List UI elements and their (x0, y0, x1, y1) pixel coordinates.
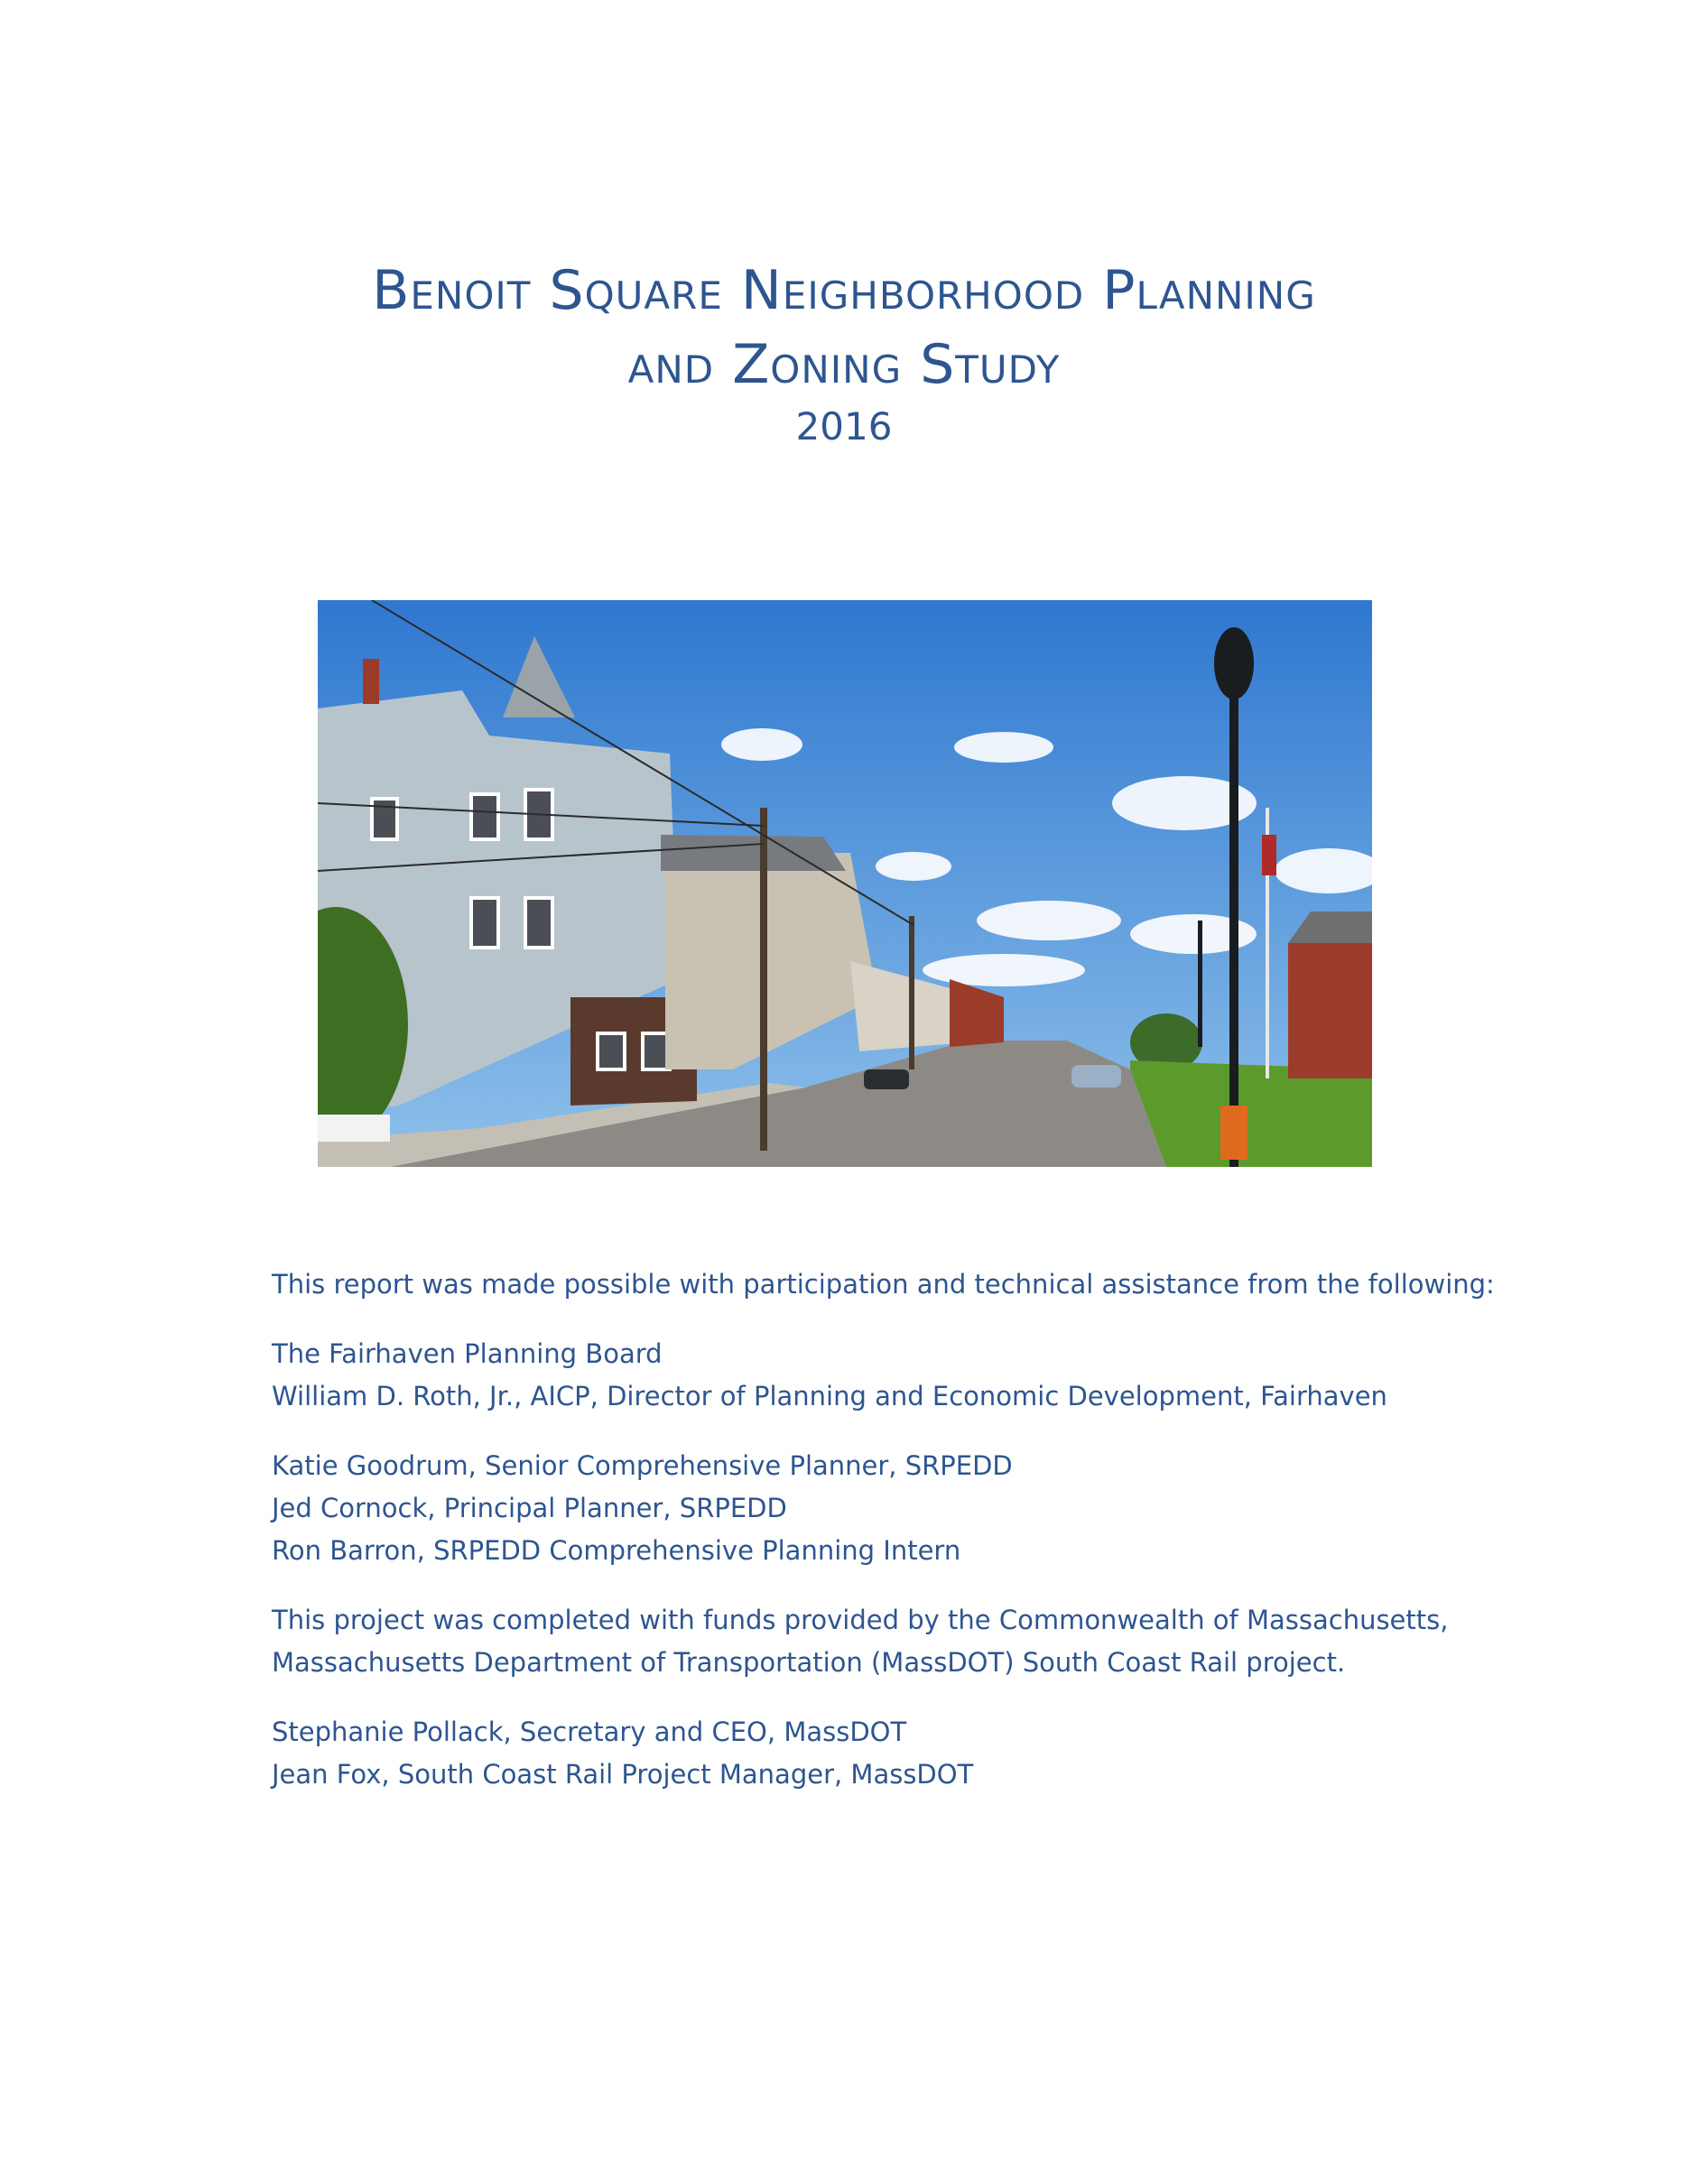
utility-pole-far (909, 916, 914, 1069)
credits-group-srpedd (272, 1445, 1535, 1572)
credit-line: Stephanie Pollack, Secretary and CEO, MassDOT (272, 1717, 907, 1747)
credits-funding (272, 1599, 1535, 1684)
traffic-barrel (1220, 1106, 1247, 1160)
car-silver (1071, 1065, 1121, 1087)
credits (272, 1263, 1535, 1823)
lamp-head (1214, 627, 1254, 699)
utility-pole (760, 808, 767, 1151)
street-scene-photo-icon (318, 600, 1372, 1167)
flag (1262, 835, 1276, 875)
credit-line: William D. Roth, Jr., AICP, Director of Planning and Economic Development, Fairhaven (272, 1381, 1387, 1411)
chimney (363, 659, 379, 704)
credit-line: Jean Fox, South Coast Rail Project Manager, MassDOT (272, 1759, 974, 1790)
credits-group-massdot (272, 1711, 1535, 1796)
report-title (0, 254, 1688, 402)
funding-line: Massachusetts Department of Transportation (MassDOT) South Coast Rail project. (272, 1647, 1346, 1678)
credit-line: Jed Cornock, Principal Planner, SRPEDD (272, 1493, 787, 1523)
credits-intro: This report was made possible with participation and technical assistance from the following: (272, 1269, 1495, 1300)
lamp-post-far (1198, 921, 1202, 1047)
car-dark (864, 1069, 909, 1089)
brick-building-right (1288, 943, 1372, 1078)
report-year: 2016 (795, 404, 893, 449)
picket-fence (318, 1115, 390, 1142)
credit-line: Katie Goodrum, Senior Comprehensive Planner, SRPEDD (272, 1450, 1013, 1481)
report-title-line-2: and Zoning Study (627, 332, 1061, 396)
lamp-post (1229, 690, 1238, 1167)
building-middle-roof (661, 835, 846, 871)
credit-line: Ron Barron, SRPEDD Comprehensive Planning Intern (272, 1535, 961, 1566)
credits-group-fairhaven (272, 1333, 1535, 1418)
report-title-line-1: Benoit Square Neighborhood Planning (372, 258, 1316, 322)
funding-line: This project was completed with funds provided by the Commonwealth of Massachusetts, (272, 1605, 1449, 1635)
credit-line: The Fairhaven Planning Board (272, 1338, 663, 1369)
